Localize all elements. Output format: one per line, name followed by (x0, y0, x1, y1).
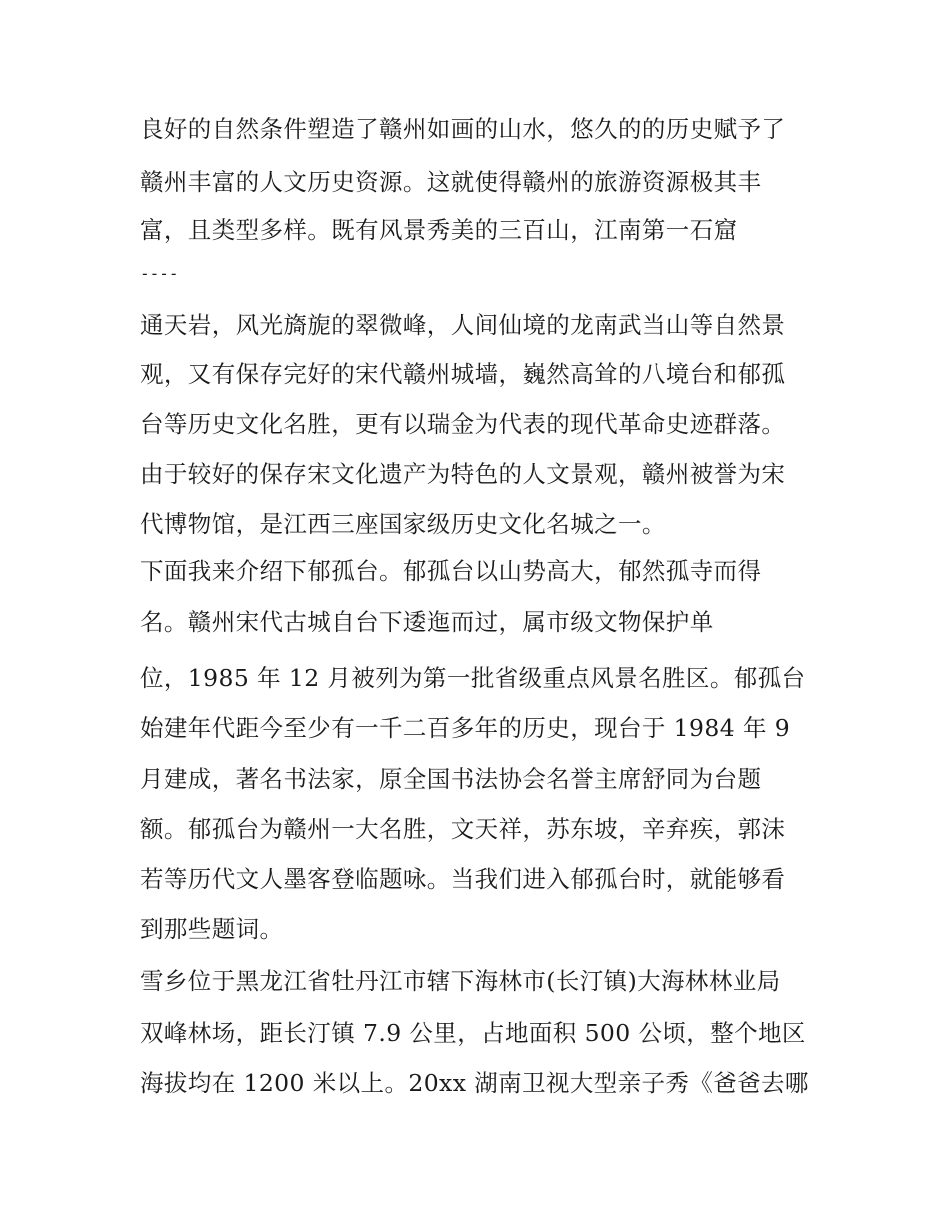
text-line: 由于较好的保存宋文化遗产为特色的人文景观，赣州被誉为宋 (140, 460, 786, 488)
text-line: 到那些题词。 (140, 915, 284, 943)
text-line: 台等历史文化名胜，更有以瑞金为代表的现代革命史迹群落。 (140, 410, 786, 438)
text-line: 双峰林场，距长汀镇 7.9 公里，占地面积 500 公顷，整个地区 (140, 1019, 806, 1047)
section-separator: ---- (140, 264, 179, 283)
text-line: 始建年代距今至少有一千二百多年的历史，现台于 1984 年 9 (140, 714, 791, 742)
text-line: 良好的自然条件塑造了赣州如画的山水，悠久的的历史赋予了 (140, 115, 786, 143)
text-line: 赣州丰富的人文历史资源。这就使得赣州的旅游资源极其丰 (140, 168, 762, 196)
text-line: 名。赣州宋代古城自台下逶迤而过，属市级文物保护单 (140, 608, 714, 636)
text-line: 额。郁孤台为赣州一大名胜，文天祥，苏东坡，辛弃疾，郭沫 (140, 815, 786, 843)
text-line: 月建成，著名书法家，原全国书法协会名誉主席舒同为台题 (140, 765, 762, 793)
text-line: 若等历代文人墨客登临题咏。当我们进入郁孤台时，就能够看 (140, 865, 786, 893)
text-line: 海拔均在 1200 米以上。20xx 湖南卫视大型亲子秀《爸爸去哪 (140, 1069, 809, 1097)
text-line: 位，1985 年 12 月被列为第一批省级重点风景名胜区。郁孤台 (140, 664, 806, 692)
text-line: 通天岩，风光旖旎的翠微峰，人间仙境的龙南武当山等自然景 (140, 311, 786, 339)
text-line: 雪乡位于黑龙江省牡丹江市辖下海林市(长汀镇)大海林林业局 (140, 967, 781, 995)
text-line: 富，且类型多样。既有风景秀美的三百山，江南第一石窟 (140, 216, 738, 244)
text-line: 下面我来介绍下郁孤台。郁孤台以山势高大，郁然孤寺而得 (140, 557, 762, 585)
text-line: 代博物馆，是江西三座国家级历史文化名城之一。 (140, 510, 666, 538)
text-line: 观，又有保存完好的宋代赣州城墙，巍然高耸的八境台和郁孤 (140, 360, 786, 388)
